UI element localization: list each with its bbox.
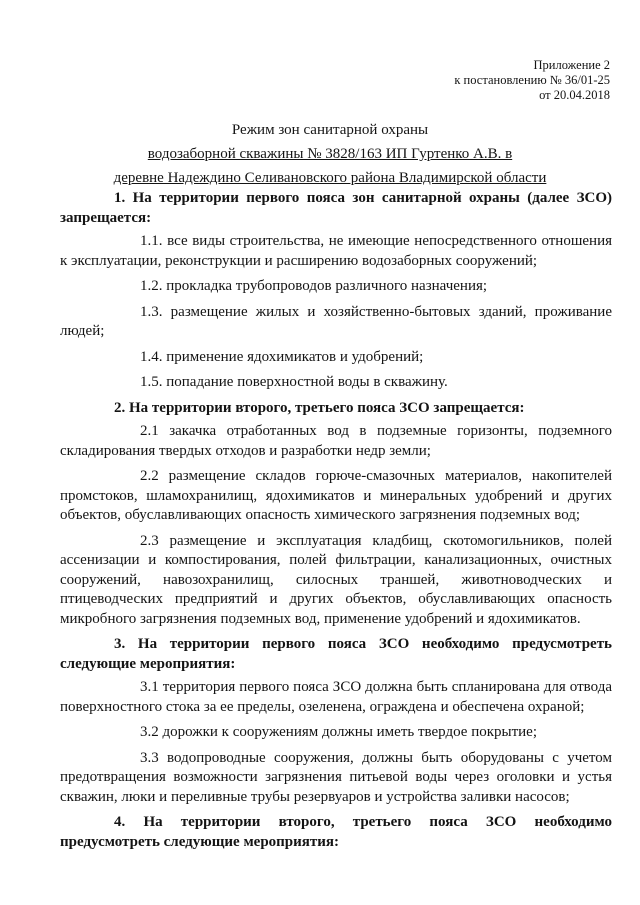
document-title [60,118,600,190]
item-1-2: 1.2. прокладка трубопроводов различного назначения; [140,278,488,294]
item-1-3: 1.3. размещение жилых и хозяйственно-бытовых зданий, проживание людей; [60,303,612,339]
appendix-label: Приложение 2 [533,58,610,72]
item-3-3: 3.3 водопроводные сооружения, должны быть оборудованы с учетом предотвращения возможности загрязнения питьевой воды через оголовки и устья скважин, люки и переливные трубы резервуаров и устройства заливки насосов; [60,749,612,805]
appendix-header [454,58,610,103]
item-1-1: 1.1. все виды строительства, не имеющие непосредственного отношения к эксплуатации, реконструкции и расширению водозаборных сооружений; [60,233,612,269]
section-2-heading: 2. На территории второго, третьего пояса ЗСО запрещается: [114,399,525,416]
item-2-2: 2.2 размещение складов горюче-смазочных материалов, накопителей промстоков, шламохранилищ, ядохимикатов и минеральных удобрений и других объектов, обуславливающих опасность химического загрязнения подземных вод; [60,468,612,523]
item-1-5: 1.5. попадание поверхностной воды в скважину. [140,374,448,390]
section-1-heading: 1. На территории первого пояса зон санитарной охраны (далее ЗСО) запрещается: [60,190,612,226]
section-4-heading: 4. На территории второго, третьего пояса ЗСО необходимо предусмотреть следующие мероприятия: [60,814,612,850]
section-3-heading: 3. На территории первого пояса ЗСО необходимо предусмотреть следующие мероприятия: [60,636,612,672]
title-line-3: деревне Надеждино Селивановского района Владимирской области [113,170,547,186]
item-1-4: 1.4. применение ядохимикатов и удобрений; [140,348,424,365]
item-3-2: 3.2 дорожки к сооружениям должны иметь твердое покрытие; [140,724,538,740]
document-body [60,189,612,856]
appendix-date: от 20.04.2018 [539,88,610,102]
item-3-1: 3.1 территория первого пояса ЗСО должна быть спланирована для отвода поверхностного стока за ее пределы, озеленена, ограждена и обеспечена охраной; [60,679,612,715]
title-line-2: водозаборной скважины № 3828/163 ИП Гуртенко А.В. в [147,146,513,162]
appendix-resolution: к постановлению № 36/01-25 [454,73,610,87]
item-2-1: 2.1 закачка отработанных вод в подземные горизонты, подземного складирования твердых отходов и разработки недр земли; [60,423,612,459]
item-2-3: 2.3 размещение и эксплуатация кладбищ, скотомогильников, полей ассенизации и компостирования, полей фильтрации, канализационных, очистных сооружений, навозохранилищ, силосных траншей, животноводческих и птицеводческих предприятий и других объектов, обуславливающих опасность микробного загрязнения подземных вод, применение удобрений и ядохимикатов. [60,532,612,627]
title-line-1: Режим зон санитарной охраны [231,122,429,138]
